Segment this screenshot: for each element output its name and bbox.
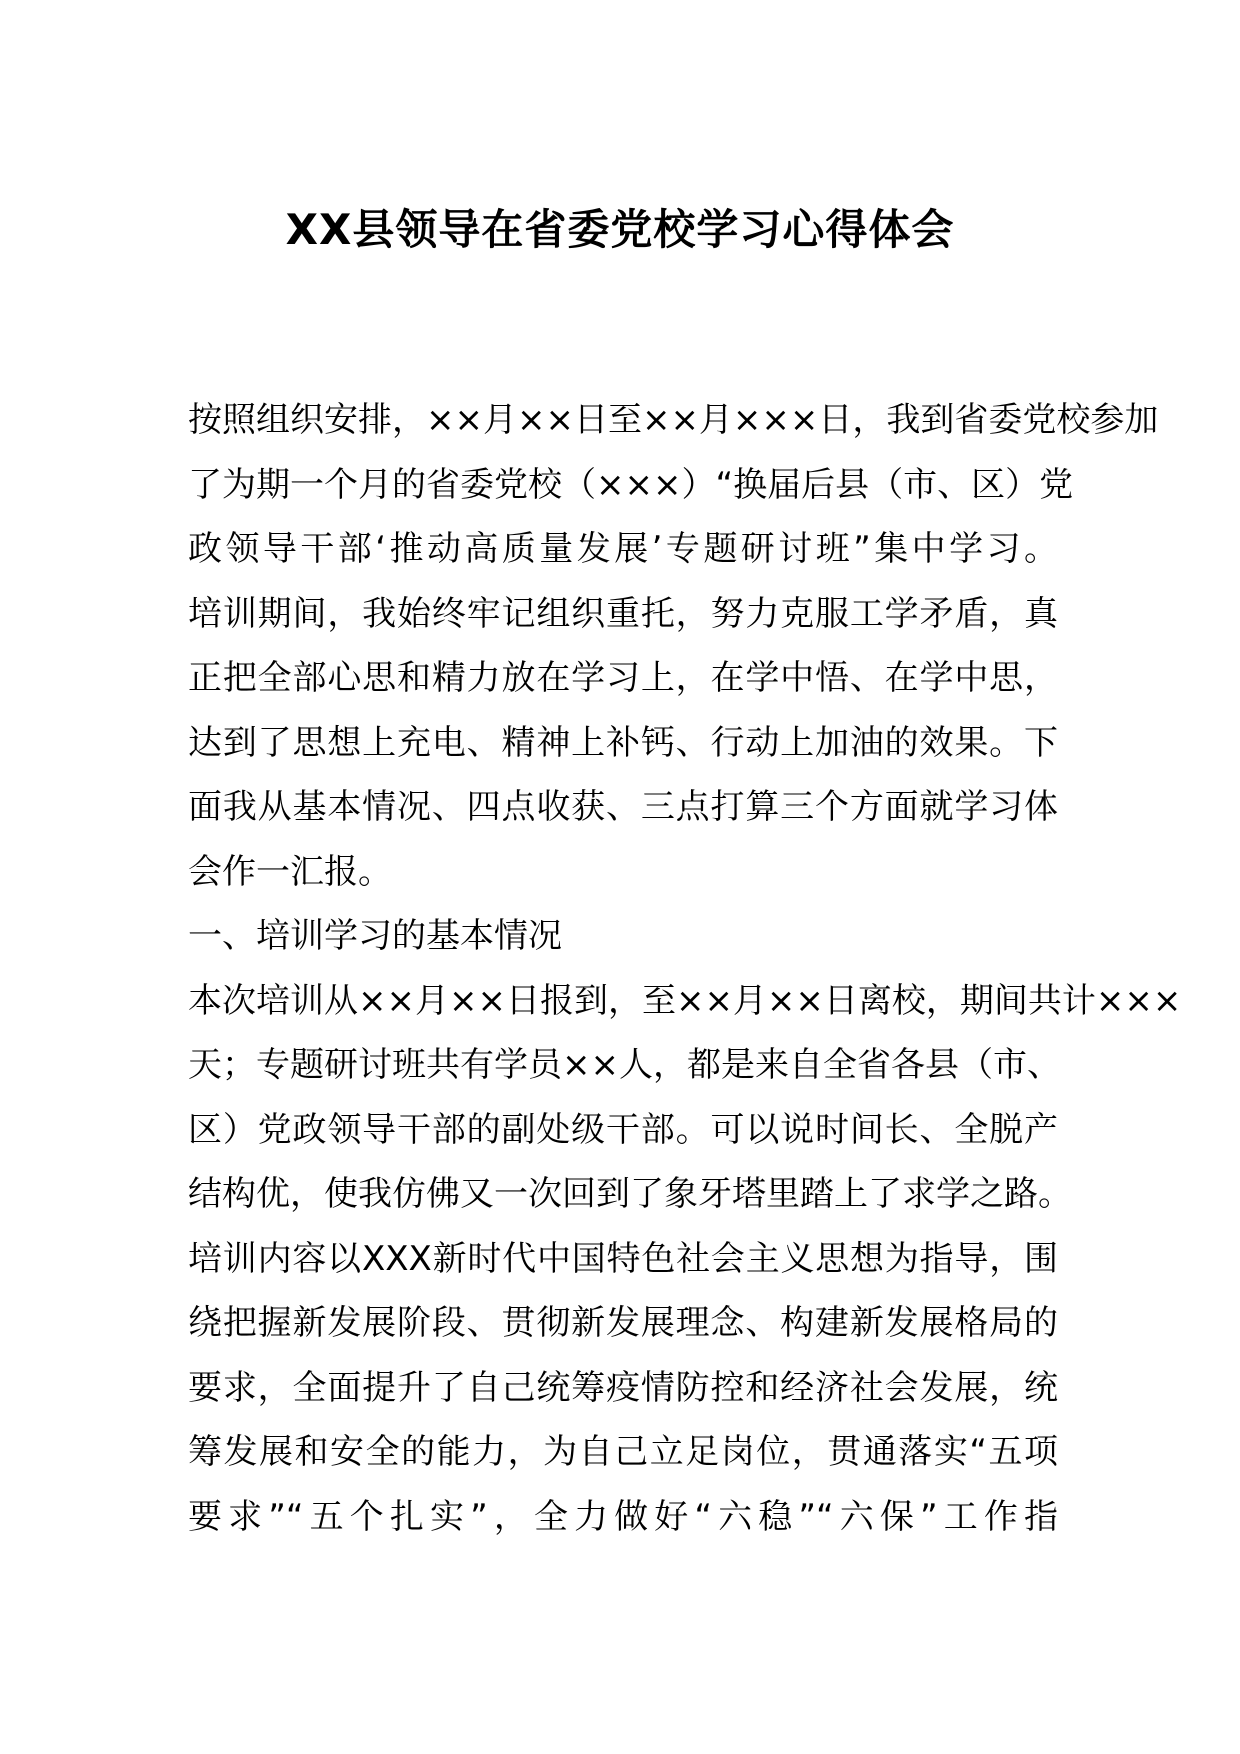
- body-line: 政领导干部‘推动高质量发展’专题研讨班”集中学习。: [188, 529, 1058, 569]
- document-title: XX县领导在省委党校学习心得体会: [285, 205, 955, 254]
- body-line: 绕把握新发展阶段、贯彻新发展理念、构建新发展格局的: [188, 1303, 1058, 1343]
- body-line: 筹发展和安全的能力，为自己立足岗位，贯通落实“五项: [188, 1432, 1058, 1472]
- body-line: 正把全部心思和精力放在学习上，在学中悟、在学中思，: [188, 658, 1058, 698]
- document-body: [188, 388, 1182, 1549]
- body-line: 会作一汇报。: [188, 851, 392, 892]
- body-line: 天；专题研讨班共有学员××人，都是来自全省各县（市、: [188, 1045, 1061, 1085]
- body-line: 本次培训从××月××日报到，至××月××日离校，期间共计×××: [188, 980, 1182, 1021]
- body-line: 面我从基本情况、四点收获、三点打算三个方面就学习体: [188, 787, 1058, 827]
- body-line: 要求，全面提升了自己统筹疫情防控和经济社会发展，统: [188, 1367, 1058, 1408]
- body-line: 一、培训学习的基本情况: [188, 916, 562, 956]
- body-line: 按照组织安排，××月××日至××月×××日，我到省委党校参加: [188, 400, 1159, 440]
- body-line: 区）党政领导干部的副处级干部。可以说时间长、全脱产: [188, 1109, 1058, 1150]
- body-line: 结构优，使我仿佛又一次回到了象牙塔里踏上了求学之路。: [188, 1174, 1072, 1214]
- body-line: 培训内容以XXX新时代中国特色社会主义思想为指导，围: [188, 1238, 1058, 1279]
- body-line: 达到了思想上充电、精神上补钙、行动上加油的效果。下: [188, 722, 1058, 763]
- body-line: 要求”“五个扎实”，全力做好“六稳”“六保”工作指: [188, 1496, 1058, 1537]
- body-line: 培训期间，我始终牢记组织重托，努力克服工学矛盾，真: [188, 593, 1058, 634]
- body-line: 了为期一个月的省委党校（×××）“换届后县（市、区）党: [188, 464, 1074, 505]
